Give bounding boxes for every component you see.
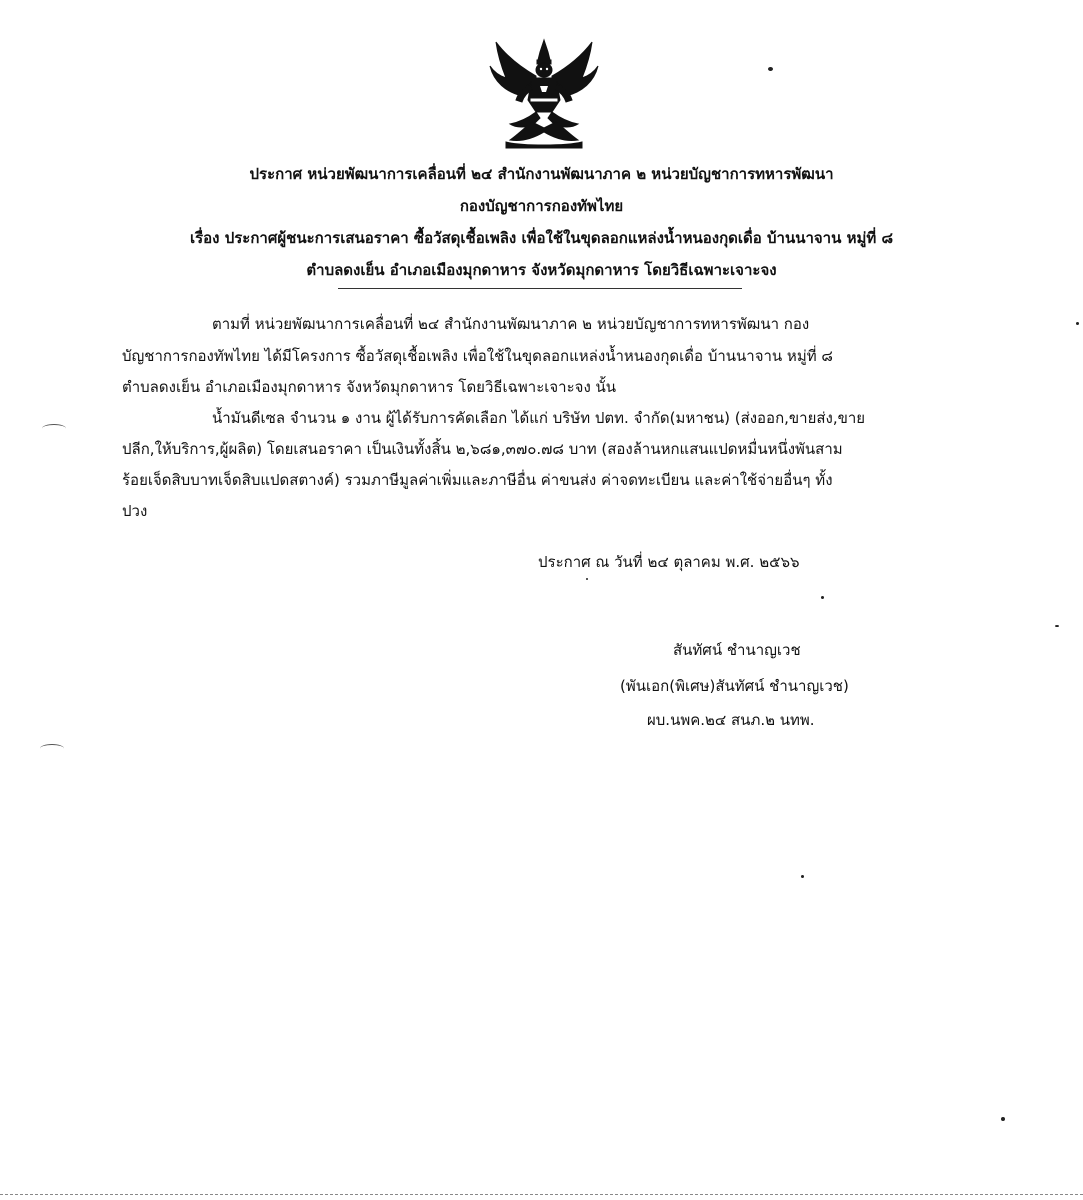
header-divider — [338, 288, 742, 289]
scan-speck — [1055, 625, 1059, 627]
paragraph-2-line-3: ร้อยเจ็ดสิบบาทเจ็ดสิบแปดสตางค์) รวมภาษีมูลค่าเพิ่มและภาษีอื่น ค่าขนส่ง ค่าจดทะเบียน และค่าใช้จ่ายอื่นๆ ทั้ง — [122, 471, 833, 489]
scan-bottom-edge — [0, 1194, 1083, 1195]
paragraph-2-line-2: ปลีก,ให้บริการ,ผู้ผลิต) โดยเสนอราคา เป็นเงินทั้งสิ้น ๒,๖๘๑,๓๗๐.๗๘ บาท (สองล้านหกแสนแปดหมื่นหนึ่งพันสาม — [122, 440, 843, 458]
paragraph-2-line-4: ปวง — [122, 502, 148, 520]
document-subject-continued: ตำบลดงเย็น อำเภอเมืองมุกดาหาร จังหวัดมุกดาหาร โดยวิธีเฉพาะเจาะจง — [306, 261, 777, 279]
scan-speck — [586, 578, 588, 580]
document-title: ประกาศ หน่วยพัฒนาการเคลื่อนที่ ๒๔ สำนักงานพัฒนาภาค ๒ หน่วยบัญชาการทหารพัฒนา — [249, 165, 834, 183]
scan-speck — [768, 67, 773, 71]
signer-full-rank-name: (พันเอก(พิเศษ)สันทัศน์ ชำนาญเวช) — [620, 677, 849, 695]
signer-position: ผบ.นพค.๒๔ สนภ.๒ นทพ. — [647, 711, 815, 729]
scan-speck — [1076, 322, 1079, 325]
garuda-emblem-icon — [482, 38, 606, 150]
document-title-organization: กองบัญชาการกองทัพไทย — [459, 197, 624, 215]
scan-speck — [821, 596, 824, 599]
margin-hole-mark — [40, 744, 64, 753]
signer-name: สันทัศน์ ชำนาญเวช — [673, 641, 801, 659]
scan-speck — [1001, 1117, 1005, 1121]
margin-hole-mark — [42, 424, 66, 433]
document-subject: เรื่อง ประกาศผู้ชนะการเสนอราคา ซื้อวัสดุเชื้อเพลิง เพื่อใช้ในขุดลอกแหล่งน้ำหนองกุดเดื่อ บ้านนาจาน หมู่ที่ ๘ — [189, 229, 894, 247]
paragraph-2-line-1: น้ำมันดีเซล จำนวน ๑ งาน ผู้ได้รับการคัดเลือก ได้แก่ บริษัท ปตท. จำกัด(มหาชน) (ส่งออก,ขายส่ง,ขาย — [212, 409, 866, 427]
announce-date: ประกาศ ณ วันที่ ๒๔ ตุลาคม พ.ศ. ๒๕๖๖ — [538, 553, 800, 571]
paragraph-1-line-2: บัญชาการกองทัพไทย ได้มีโครงการ ซื้อวัสดุเชื้อเพลิง เพื่อใช้ในขุดลอกแหล่งน้ำหนองกุดเดื่อ บ้านนาจาน หมู่ที่ ๘ — [122, 347, 833, 365]
paragraph-1-line-1: ตามที่ หน่วยพัฒนาการเคลื่อนที่ ๒๔ สำนักงานพัฒนาภาค ๒ หน่วยบัญชาการทหารพัฒนา กอง — [212, 315, 810, 333]
scan-speck — [801, 875, 804, 878]
paragraph-1-line-3: ตำบลดงเย็น อำเภอเมืองมุกดาหาร จังหวัดมุกดาหาร โดยวิธีเฉพาะเจาะจง นั้น — [122, 378, 617, 396]
